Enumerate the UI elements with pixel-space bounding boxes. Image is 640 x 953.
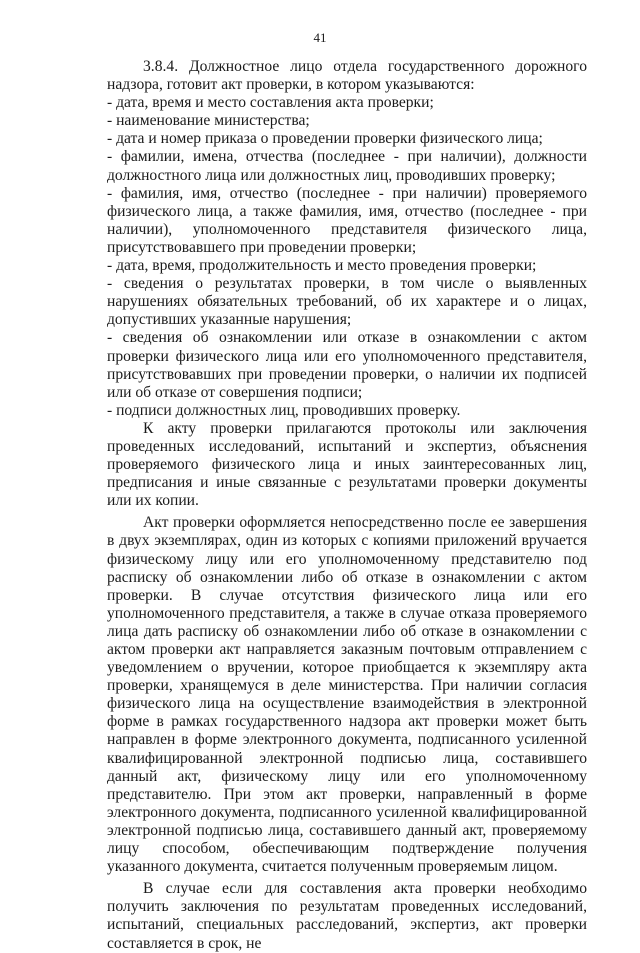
section-intro: 3.8.4. Должностное лицо отдела государственного дорожного надзора, готовит акт проверки, в котором указываются:	[107, 58, 587, 94]
page-number: 41	[313, 30, 327, 45]
paragraph: К акту проверки прилагаются протоколы или заключения проведенных исследований, испытаний и экспертиз, объяснения проверяемого физического лица и иных заинтересованных лиц, предписания и иные связанные с результатами проверки документы или их копии.	[107, 419, 587, 510]
list-item: - дата, время, продолжительность и место проведения проверки;	[107, 257, 537, 275]
list-item: - дата, время и место составления акта проверки;	[107, 94, 434, 112]
list-item: - фамилия, имя, отчество (последнее - при наличии) проверяемого физического лица, а также фамилия, имя, отчество (последнее - при наличии), уполномоченного представителя физического лица, присутствовавшего при проведении проверки;	[107, 184, 587, 256]
list-item: - наименование министерства;	[107, 112, 310, 130]
list-item: - сведения об ознакомлении или отказе в ознакомлении с актом проверки физического лица или его уполномоченного представителя, присутствовавших при проведении проверки, о наличии их подписей или об отказе от совершения подписи;	[107, 329, 587, 401]
list-item: - сведения о результатах проверки, в том числе о выявленных нарушениях обязательных требований, об их характере и о лицах, допустивших указанные нарушения;	[107, 275, 587, 329]
document-body	[107, 58, 587, 953]
list-item: - фамилии, имена, отчества (последнее - при наличии), должности должностного лица или должностных лиц, проводивших проверку;	[107, 148, 587, 184]
paragraph: Акт проверки оформляется непосредственно после ее завершения в двух экземплярах, один из которых с копиями приложений вручается физическому лицу или его уполномоченному представителю под расписку об ознакомлении либо об отказе в ознакомлении с актом проверки. В случае отсутствия физического лица или его уполномоченного представителя, а также в случае отказа проверяемого лица дать расписку об ознакомлении либо об отказе в ознакомлении с актом проверки акт направляется заказным почтовым отправлением с уведомлением о вручении, которое приобщается к экземпляру акта проверки, хранящемуся в деле министерства. При наличии согласия физического лица на осуществление взаимодействия в электронной форме в рамках государственного надзора акт проверки может быть направлен в форме электронного документа, подписанного усиленной квалифицированной электронной подписью лица, составившего данный акт, физическому лицу или его уполномоченному представителю. При этом акт проверки, направленный в форме электронного документа, подписанного усиленной квалифицированной электронной подписью лица, составившего данный акт, проверяемому лицу способом, обеспечивающим подтверждение получения указанного документа, считается полученным проверяемым лицом.	[107, 514, 587, 876]
list-item: - подписи должностных лиц, проводивших проверку.	[107, 401, 461, 419]
list-item: - дата и номер приказа о проведении проверки физического лица;	[107, 130, 543, 148]
paragraph: В случае если для составления акта проверки необходимо получить заключения по результатам проведенных исследований, испытаний, специальных расследований, экспертиз, акт проверки составляется в срок, не	[107, 880, 587, 952]
